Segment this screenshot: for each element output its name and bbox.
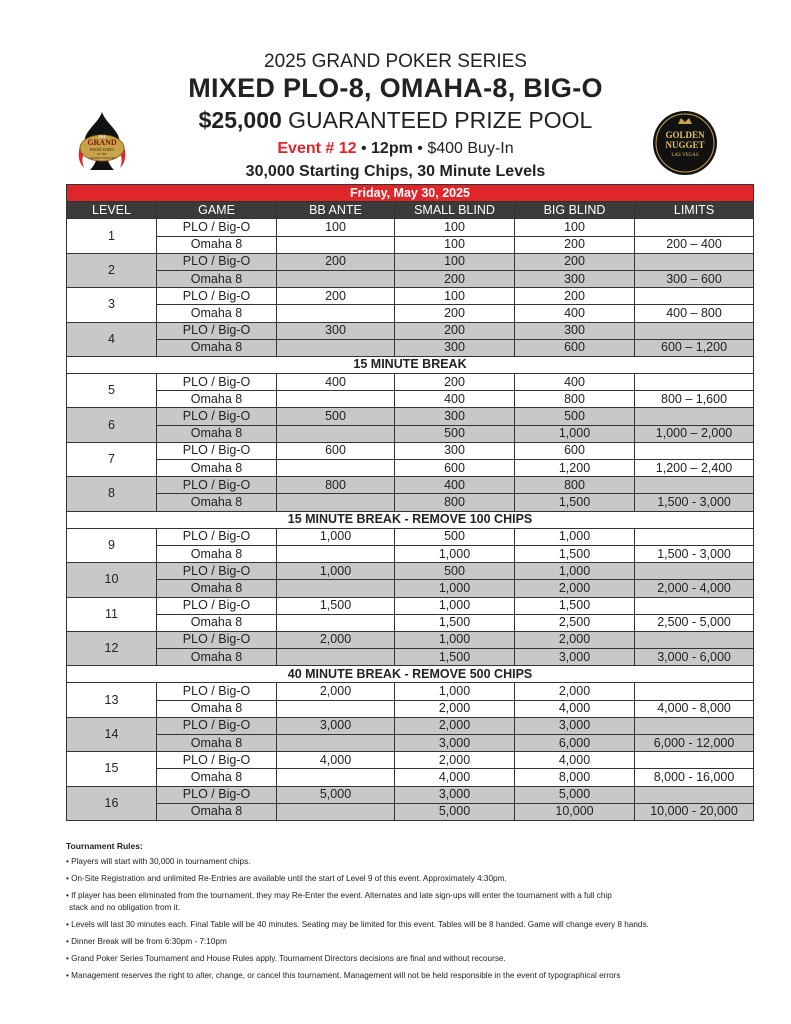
limits-cell: 1,200 – 2,400 [635,460,754,477]
bb-ante-cell: 1,000 [277,528,395,545]
bb-ante-cell [277,391,395,408]
event-time: 12pm [371,140,413,157]
bb-ante-cell [277,339,395,356]
small-blind-cell: 1,500 [395,614,515,631]
small-blind-cell: 500 [395,425,515,442]
level-number: 3 [67,288,157,322]
big-blind-cell: 100 [515,219,635,236]
limits-cell: 1,500 - 3,000 [635,494,754,511]
limits-cell: 4,000 - 8,000 [635,700,754,717]
limits-cell [635,631,754,648]
big-blind-cell: 3,000 [515,649,635,666]
game-cell: Omaha 8 [157,339,277,356]
limits-cell [635,786,754,803]
logo-right-l2: NUGGET [665,140,705,150]
rule-item: stack and no obligation from it. [69,903,181,912]
game-cell: PLO / Big-O [157,752,277,769]
small-blind-cell: 3,000 [395,786,515,803]
bb-ante-cell: 4,000 [277,752,395,769]
table-row [67,597,754,614]
bb-ante-cell [277,803,395,820]
limits-cell: 2,500 - 5,000 [635,614,754,631]
small-blind-cell: 1,000 [395,545,515,562]
small-blind-cell: 200 [395,305,515,322]
big-blind-cell: 300 [515,322,635,339]
table-row [67,580,754,597]
limits-cell [635,374,754,391]
bb-ante-cell: 600 [277,442,395,459]
break-label: 15 MINUTE BREAK - REMOVE 100 CHIPS [67,511,754,528]
small-blind-cell: 2,000 [395,752,515,769]
small-blind-cell: 300 [395,408,515,425]
limits-cell [635,288,754,305]
game-cell: PLO / Big-O [157,717,277,734]
limits-cell [635,717,754,734]
bb-ante-cell [277,700,395,717]
bb-ante-cell [277,545,395,562]
bb-ante-cell: 1,500 [277,597,395,614]
small-blind-cell: 800 [395,494,515,511]
big-blind-cell: 10,000 [515,803,635,820]
table-row [67,391,754,408]
big-blind-cell: 1,000 [515,563,635,580]
game-cell: PLO / Big-O [157,563,277,580]
col-big-blind: BIG BLIND [515,202,635,219]
small-blind-cell: 100 [395,236,515,253]
limits-cell [635,597,754,614]
level-number: 8 [67,477,157,511]
small-blind-cell: 200 [395,270,515,287]
table-row [67,270,754,287]
game-cell: PLO / Big-O [157,408,277,425]
logo-left-l5: GOLDEN NUGGET [88,156,116,160]
game-cell: Omaha 8 [157,580,277,597]
level-number: 2 [67,253,157,287]
rule-item: • Levels will last 30 minutes each. Final Table will be 40 minutes. Seating may be limited for this event. Tables will be 8 handed. Game will change every 8 hands. [66,920,649,929]
big-blind-cell: 1,500 [515,545,635,562]
limits-cell: 300 – 600 [635,270,754,287]
game-cell: PLO / Big-O [157,477,277,494]
logo-right-l1: GOLDEN [665,130,705,140]
game-cell: Omaha 8 [157,735,277,752]
limits-cell [635,253,754,270]
game-cell: Omaha 8 [157,494,277,511]
table-row [67,305,754,322]
rule-item: • On-Site Registration and unlimited Re-Entries are available until the start of Level 9 of this event. Approximately 4:30pm. [66,874,507,883]
big-blind-cell: 1,500 [515,494,635,511]
bb-ante-cell: 5,000 [277,786,395,803]
small-blind-cell: 1,500 [395,649,515,666]
game-cell: PLO / Big-O [157,374,277,391]
level-number: 16 [67,786,157,820]
limits-cell: 600 – 1,200 [635,339,754,356]
event-name: MIXED PLO-8, OMAHA-8, BIG-O [188,73,603,103]
col-small-blind: SMALL BLIND [395,202,515,219]
small-blind-cell: 4,000 [395,769,515,786]
table-row [67,442,754,459]
limits-cell [635,442,754,459]
bb-ante-cell [277,614,395,631]
small-blind-cell: 1,000 [395,631,515,648]
small-blind-cell: 500 [395,528,515,545]
table-row [67,786,754,803]
small-blind-cell: 200 [395,322,515,339]
bb-ante-cell: 400 [277,374,395,391]
rules-title: Tournament Rules: [66,841,143,851]
bb-ante-cell: 2,000 [277,683,395,700]
bb-ante-cell [277,270,395,287]
break-label: 15 MINUTE BREAK [67,356,754,373]
limits-cell [635,408,754,425]
level-number: 15 [67,752,157,786]
bb-ante-cell: 200 [277,253,395,270]
prize-label: GUARANTEED PRIZE POOL [281,107,593,133]
game-cell: PLO / Big-O [157,322,277,339]
level-number: 11 [67,597,157,631]
starting-chips: 30,000 Starting Chips, 30 Minute Levels [245,163,546,180]
level-number: 6 [67,408,157,442]
small-blind-cell: 100 [395,253,515,270]
logo-left-l4: AT THE [96,152,108,156]
small-blind-cell: 200 [395,374,515,391]
table-row [67,769,754,786]
big-blind-cell: 2,000 [515,631,635,648]
big-blind-cell: 4,000 [515,700,635,717]
logo-left-l1: THE [98,134,106,139]
limits-cell: 3,000 - 6,000 [635,649,754,666]
buy-in: $400 Buy-In [427,140,514,157]
small-blind-cell: 3,000 [395,735,515,752]
small-blind-cell: 1,000 [395,597,515,614]
bb-ante-cell [277,460,395,477]
golden-nugget-logo [652,110,718,176]
small-blind-cell: 100 [395,219,515,236]
big-blind-cell: 8,000 [515,769,635,786]
small-blind-cell: 5,000 [395,803,515,820]
big-blind-cell: 3,000 [515,717,635,734]
logo-right-l3: LAS VEGAS [671,153,699,158]
big-blind-cell: 800 [515,477,635,494]
break-row [67,666,754,683]
table-row [67,477,754,494]
game-cell: Omaha 8 [157,803,277,820]
game-cell: Omaha 8 [157,236,277,253]
game-cell: PLO / Big-O [157,219,277,236]
grand-poker-series-logo [70,110,134,174]
big-blind-cell: 5,000 [515,786,635,803]
limits-cell: 1,000 – 2,000 [635,425,754,442]
level-number: 5 [67,374,157,408]
level-number: 7 [67,442,157,476]
table-row [67,614,754,631]
bb-ante-cell: 3,000 [277,717,395,734]
date-row [67,185,754,202]
game-cell: Omaha 8 [157,700,277,717]
game-cell: Omaha 8 [157,545,277,562]
level-number: 9 [67,528,157,562]
big-blind-cell: 1,500 [515,597,635,614]
big-blind-cell: 600 [515,339,635,356]
small-blind-cell: 1,000 [395,580,515,597]
limits-cell: 8,000 - 16,000 [635,769,754,786]
small-blind-cell: 1,000 [395,683,515,700]
level-number: 13 [67,683,157,717]
rule-item: • If player has been eliminated from the tournament, they may Re-Enter the event. Alternates and late sign-ups will enter the tournament with a full chip [66,891,612,900]
bb-ante-cell [277,769,395,786]
limits-cell: 400 – 800 [635,305,754,322]
table-row [67,545,754,562]
table-row [67,803,754,820]
table-row [67,700,754,717]
small-blind-cell: 2,000 [395,700,515,717]
table-row [67,717,754,734]
big-blind-cell: 2,500 [515,614,635,631]
big-blind-cell: 200 [515,288,635,305]
big-blind-cell: 2,000 [515,683,635,700]
big-blind-cell: 1,000 [515,528,635,545]
big-blind-cell: 1,200 [515,460,635,477]
big-blind-cell: 200 [515,236,635,253]
table-row [67,374,754,391]
big-blind-cell: 800 [515,391,635,408]
big-blind-cell: 200 [515,253,635,270]
limits-cell: 800 – 1,600 [635,391,754,408]
col-level: LEVEL [67,202,157,219]
logo-left-l2: GRAND [87,138,117,147]
break-row [67,356,754,373]
big-blind-cell: 500 [515,408,635,425]
rule-item: • Grand Poker Series Tournament and House Rules apply. Tournament Directors decisions are final and without recourse. [66,954,506,963]
small-blind-cell: 300 [395,339,515,356]
bb-ante-cell: 1,000 [277,563,395,580]
small-blind-cell: 2,000 [395,717,515,734]
event-number: Event # 12 [277,140,357,157]
bb-ante-cell: 500 [277,408,395,425]
table-row [67,752,754,769]
rule-item: • Management reserves the right to alter, change, or cancel this tournament. Management will not be held responsible in the event of typographical errors [66,971,621,980]
col-limits: LIMITS [635,202,754,219]
bb-ante-cell: 100 [277,219,395,236]
game-cell: Omaha 8 [157,649,277,666]
big-blind-cell: 2,000 [515,580,635,597]
big-blind-cell: 300 [515,270,635,287]
game-cell: PLO / Big-O [157,683,277,700]
small-blind-cell: 600 [395,460,515,477]
prize-amount: $25,000 [198,107,282,133]
limits-cell [635,219,754,236]
bb-ante-cell [277,494,395,511]
level-number: 1 [67,219,157,253]
big-blind-cell: 400 [515,305,635,322]
game-cell: Omaha 8 [157,391,277,408]
limits-cell: 2,000 - 4,000 [635,580,754,597]
table-row [67,288,754,305]
break-row [67,511,754,528]
tournament-rules [66,841,766,988]
game-cell: PLO / Big-O [157,528,277,545]
level-number: 10 [67,563,157,597]
header-row [67,202,754,219]
game-cell: PLO / Big-O [157,253,277,270]
sep2: • [412,140,428,157]
game-cell: PLO / Big-O [157,597,277,614]
table-row [67,649,754,666]
small-blind-cell: 400 [395,391,515,408]
table-row [67,460,754,477]
limits-cell: 200 – 400 [635,236,754,253]
game-cell: PLO / Big-O [157,288,277,305]
table-date: Friday, May 30, 2025 [67,185,754,202]
table-row [67,494,754,511]
big-blind-cell: 600 [515,442,635,459]
limits-cell [635,683,754,700]
rule-item: • Dinner Break will be from 6:30pm - 7:10pm [66,937,227,946]
game-cell: Omaha 8 [157,305,277,322]
limits-cell: 6,000 - 12,000 [635,735,754,752]
table-row [67,339,754,356]
big-blind-cell: 6,000 [515,735,635,752]
table-row [67,563,754,580]
big-blind-cell: 1,000 [515,425,635,442]
table-row [67,631,754,648]
small-blind-cell: 500 [395,563,515,580]
game-cell: Omaha 8 [157,270,277,287]
level-number: 14 [67,717,157,751]
table-row [67,219,754,236]
bb-ante-cell: 800 [277,477,395,494]
bb-ante-cell [277,735,395,752]
table-row [67,528,754,545]
bb-ante-cell [277,425,395,442]
bb-ante-cell [277,236,395,253]
limits-cell [635,752,754,769]
big-blind-cell: 4,000 [515,752,635,769]
game-cell: Omaha 8 [157,460,277,477]
small-blind-cell: 400 [395,477,515,494]
table-row [67,683,754,700]
limits-cell: 10,000 - 20,000 [635,803,754,820]
table-row [67,322,754,339]
game-cell: PLO / Big-O [157,442,277,459]
sep1: • [356,140,372,157]
game-cell: Omaha 8 [157,425,277,442]
limits-cell [635,477,754,494]
logo-left-l3: POKER SERIES [89,148,115,152]
break-label: 40 MINUTE BREAK - REMOVE 500 CHIPS [67,666,754,683]
bb-ante-cell: 2,000 [277,631,395,648]
table-row [67,735,754,752]
limits-cell [635,322,754,339]
table-row [67,425,754,442]
limits-cell [635,528,754,545]
game-cell: PLO / Big-O [157,786,277,803]
bb-ante-cell [277,649,395,666]
level-number: 12 [67,631,157,665]
table-row [67,236,754,253]
game-cell: Omaha 8 [157,769,277,786]
small-blind-cell: 100 [395,288,515,305]
table-row [67,253,754,270]
series-title: 2025 GRAND POKER SERIES [264,51,527,72]
bb-ante-cell [277,305,395,322]
table-row [67,408,754,425]
bb-ante-cell [277,580,395,597]
limits-cell [635,563,754,580]
rule-item: • Players will start with 30,000 in tournament chips. [66,857,251,866]
small-blind-cell: 300 [395,442,515,459]
game-cell: Omaha 8 [157,614,277,631]
bb-ante-cell: 200 [277,288,395,305]
limits-cell: 1,500 - 3,000 [635,545,754,562]
big-blind-cell: 400 [515,374,635,391]
col-bb-ante: BB ANTE [277,202,395,219]
level-number: 4 [67,322,157,356]
col-game: GAME [157,202,277,219]
blind-structure-table [66,184,754,821]
bb-ante-cell: 300 [277,322,395,339]
game-cell: PLO / Big-O [157,631,277,648]
